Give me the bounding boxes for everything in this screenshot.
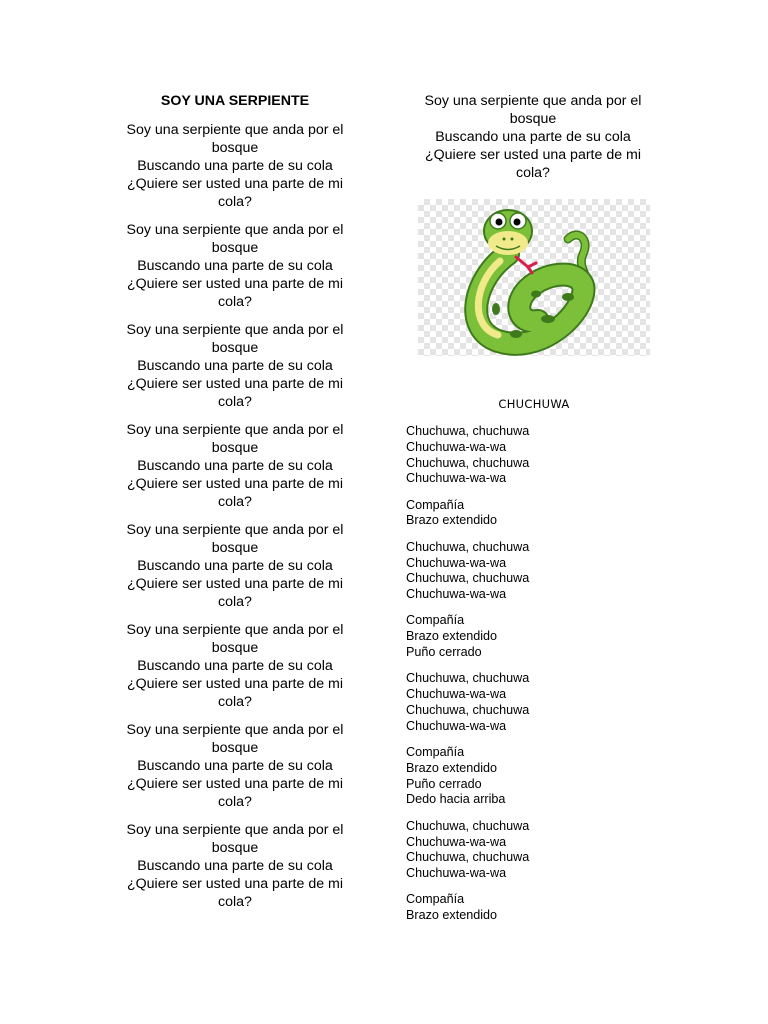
lyric-line: Dedo hacia arriba <box>406 792 506 807</box>
lyric-line: Buscando una parte de su cola <box>137 458 333 474</box>
lyric-line: Buscando una parte de su cola <box>137 858 333 874</box>
lyric-line: cola? <box>218 194 252 210</box>
lyric-line: Buscando una parte de su cola <box>435 129 631 145</box>
lyric-line: Compañía <box>406 892 465 907</box>
left-stanzas <box>110 121 360 911</box>
lyric-line: Buscando una parte de su cola <box>137 158 333 174</box>
stanza <box>110 721 360 811</box>
lyric-line: Soy una serpiente que anda por el <box>126 222 344 238</box>
lyric-line: Chuchuwa-wa-wa <box>406 718 507 733</box>
lyric-line: Chuchuwa, chuchuwa <box>406 671 530 686</box>
lyric-line: Chuchuwa, chuchuwa <box>406 539 530 554</box>
lyric-block <box>406 498 656 530</box>
lyric-line: Chuchuwa, chuchuwa <box>406 702 530 717</box>
lyric-line: ¿Quiere ser usted una parte de mi <box>126 476 344 492</box>
left-column <box>110 92 360 921</box>
lyric-line: Buscando una parte de su cola <box>137 758 333 774</box>
lyric-line: bosque <box>211 540 259 556</box>
lyric-line: Soy una serpiente que anda por el <box>126 122 344 138</box>
stanza <box>110 321 360 411</box>
lyric-line: ¿Quiere ser usted una parte de mi <box>126 676 344 692</box>
lyric-line: cola? <box>218 694 252 710</box>
stanza <box>110 621 360 711</box>
lyric-line: Chuchuwa-wa-wa <box>406 555 507 570</box>
snake-image <box>418 199 650 356</box>
lyric-line: bosque <box>211 340 259 356</box>
lyric-line: Compañía <box>406 497 465 512</box>
cartoon-snake-icon <box>418 199 650 356</box>
lyric-line: Soy una serpiente que anda por el <box>126 422 344 438</box>
lyric-line: Brazo extendido <box>406 629 498 644</box>
lyric-line: Buscando una parte de su cola <box>137 258 333 274</box>
lyric-line: Chuchuwa-wa-wa <box>406 439 507 454</box>
lyric-line: ¿Quiere ser usted una parte de mi <box>126 776 344 792</box>
right-top-stanza <box>408 92 658 182</box>
lyric-line: cola? <box>218 494 252 510</box>
lyric-line: bosque <box>509 111 557 127</box>
lyric-line: cola? <box>516 165 550 181</box>
lyric-line: bosque <box>211 140 259 156</box>
stanza <box>110 421 360 511</box>
lyric-line: Chuchuwa-wa-wa <box>406 587 507 602</box>
song-title-chuchuwa: CHUCHUWA <box>498 397 570 411</box>
lyric-line: ¿Quiere ser usted una parte de mi <box>126 276 344 292</box>
lyric-block <box>406 745 656 808</box>
lyric-line: bosque <box>211 840 259 856</box>
lyric-line: Soy una serpiente que anda por el <box>126 722 344 738</box>
stanza <box>110 521 360 611</box>
lyric-block <box>406 540 656 603</box>
lyric-line: cola? <box>218 594 252 610</box>
top-stanza <box>408 92 658 182</box>
lyric-line: Buscando una parte de su cola <box>137 558 333 574</box>
chuchuwa-lyrics <box>406 424 656 935</box>
lyric-line: bosque <box>211 740 259 756</box>
lyric-line: Soy una serpiente que anda por el <box>424 93 642 109</box>
lyric-line: Compañía <box>406 613 465 628</box>
lyric-line: Brazo extendido <box>406 908 498 923</box>
stanza <box>110 821 360 911</box>
lyric-line: ¿Quiere ser usted una parte de mi <box>126 176 344 192</box>
lyric-block <box>406 819 656 882</box>
lyric-line: Brazo extendido <box>406 760 498 775</box>
lyric-line: cola? <box>218 394 252 410</box>
lyric-line: cola? <box>218 794 252 810</box>
lyric-line: Chuchuwa-wa-wa <box>406 866 507 881</box>
lyric-line: Brazo extendido <box>406 513 498 528</box>
lyric-line: Puño cerrado <box>406 776 482 791</box>
lyric-line: Chuchuwa, chuchuwa <box>406 424 530 438</box>
lyric-line: Chuchuwa-wa-wa <box>406 687 507 702</box>
lyric-line: Chuchuwa, chuchuwa <box>406 455 530 470</box>
lyric-line: Buscando una parte de su cola <box>137 658 333 674</box>
lyric-line: Soy una serpiente que anda por el <box>126 322 344 338</box>
lyric-line: ¿Quiere ser usted una parte de mi <box>126 876 344 892</box>
lyric-line: Puño cerrado <box>406 645 482 660</box>
lyric-block <box>406 424 656 487</box>
lyric-line: Buscando una parte de su cola <box>137 358 333 374</box>
lyric-line: bosque <box>211 440 259 456</box>
stanza <box>110 221 360 311</box>
lyric-line: Soy una serpiente que anda por el <box>126 822 344 838</box>
lyric-block <box>406 671 656 734</box>
lyric-line: ¿Quiere ser usted una parte de mi <box>126 576 344 592</box>
lyric-line: ¿Quiere ser usted una parte de mi <box>424 147 642 163</box>
lyric-line: bosque <box>211 240 259 256</box>
lyric-line: cola? <box>218 294 252 310</box>
lyric-line: Chuchuwa, chuchuwa <box>406 850 530 865</box>
lyric-line: Chuchuwa, chuchuwa <box>406 818 530 833</box>
lyric-line: Soy una serpiente que anda por el <box>126 622 344 638</box>
lyric-line: Chuchuwa, chuchuwa <box>406 571 530 586</box>
lyric-line: Soy una serpiente que anda por el <box>126 522 344 538</box>
lyric-line: ¿Quiere ser usted una parte de mi <box>126 376 344 392</box>
lyric-block <box>406 613 656 660</box>
song-title-serpiente: SOY UNA SERPIENTE <box>160 93 310 109</box>
lyric-block <box>406 892 656 924</box>
lyric-line: bosque <box>211 640 259 656</box>
lyric-line: Chuchuwa-wa-wa <box>406 834 507 849</box>
stanza <box>110 121 360 211</box>
lyric-line: Chuchuwa-wa-wa <box>406 471 507 486</box>
lyric-line: cola? <box>218 894 252 910</box>
lyric-line: Compañía <box>406 745 465 760</box>
